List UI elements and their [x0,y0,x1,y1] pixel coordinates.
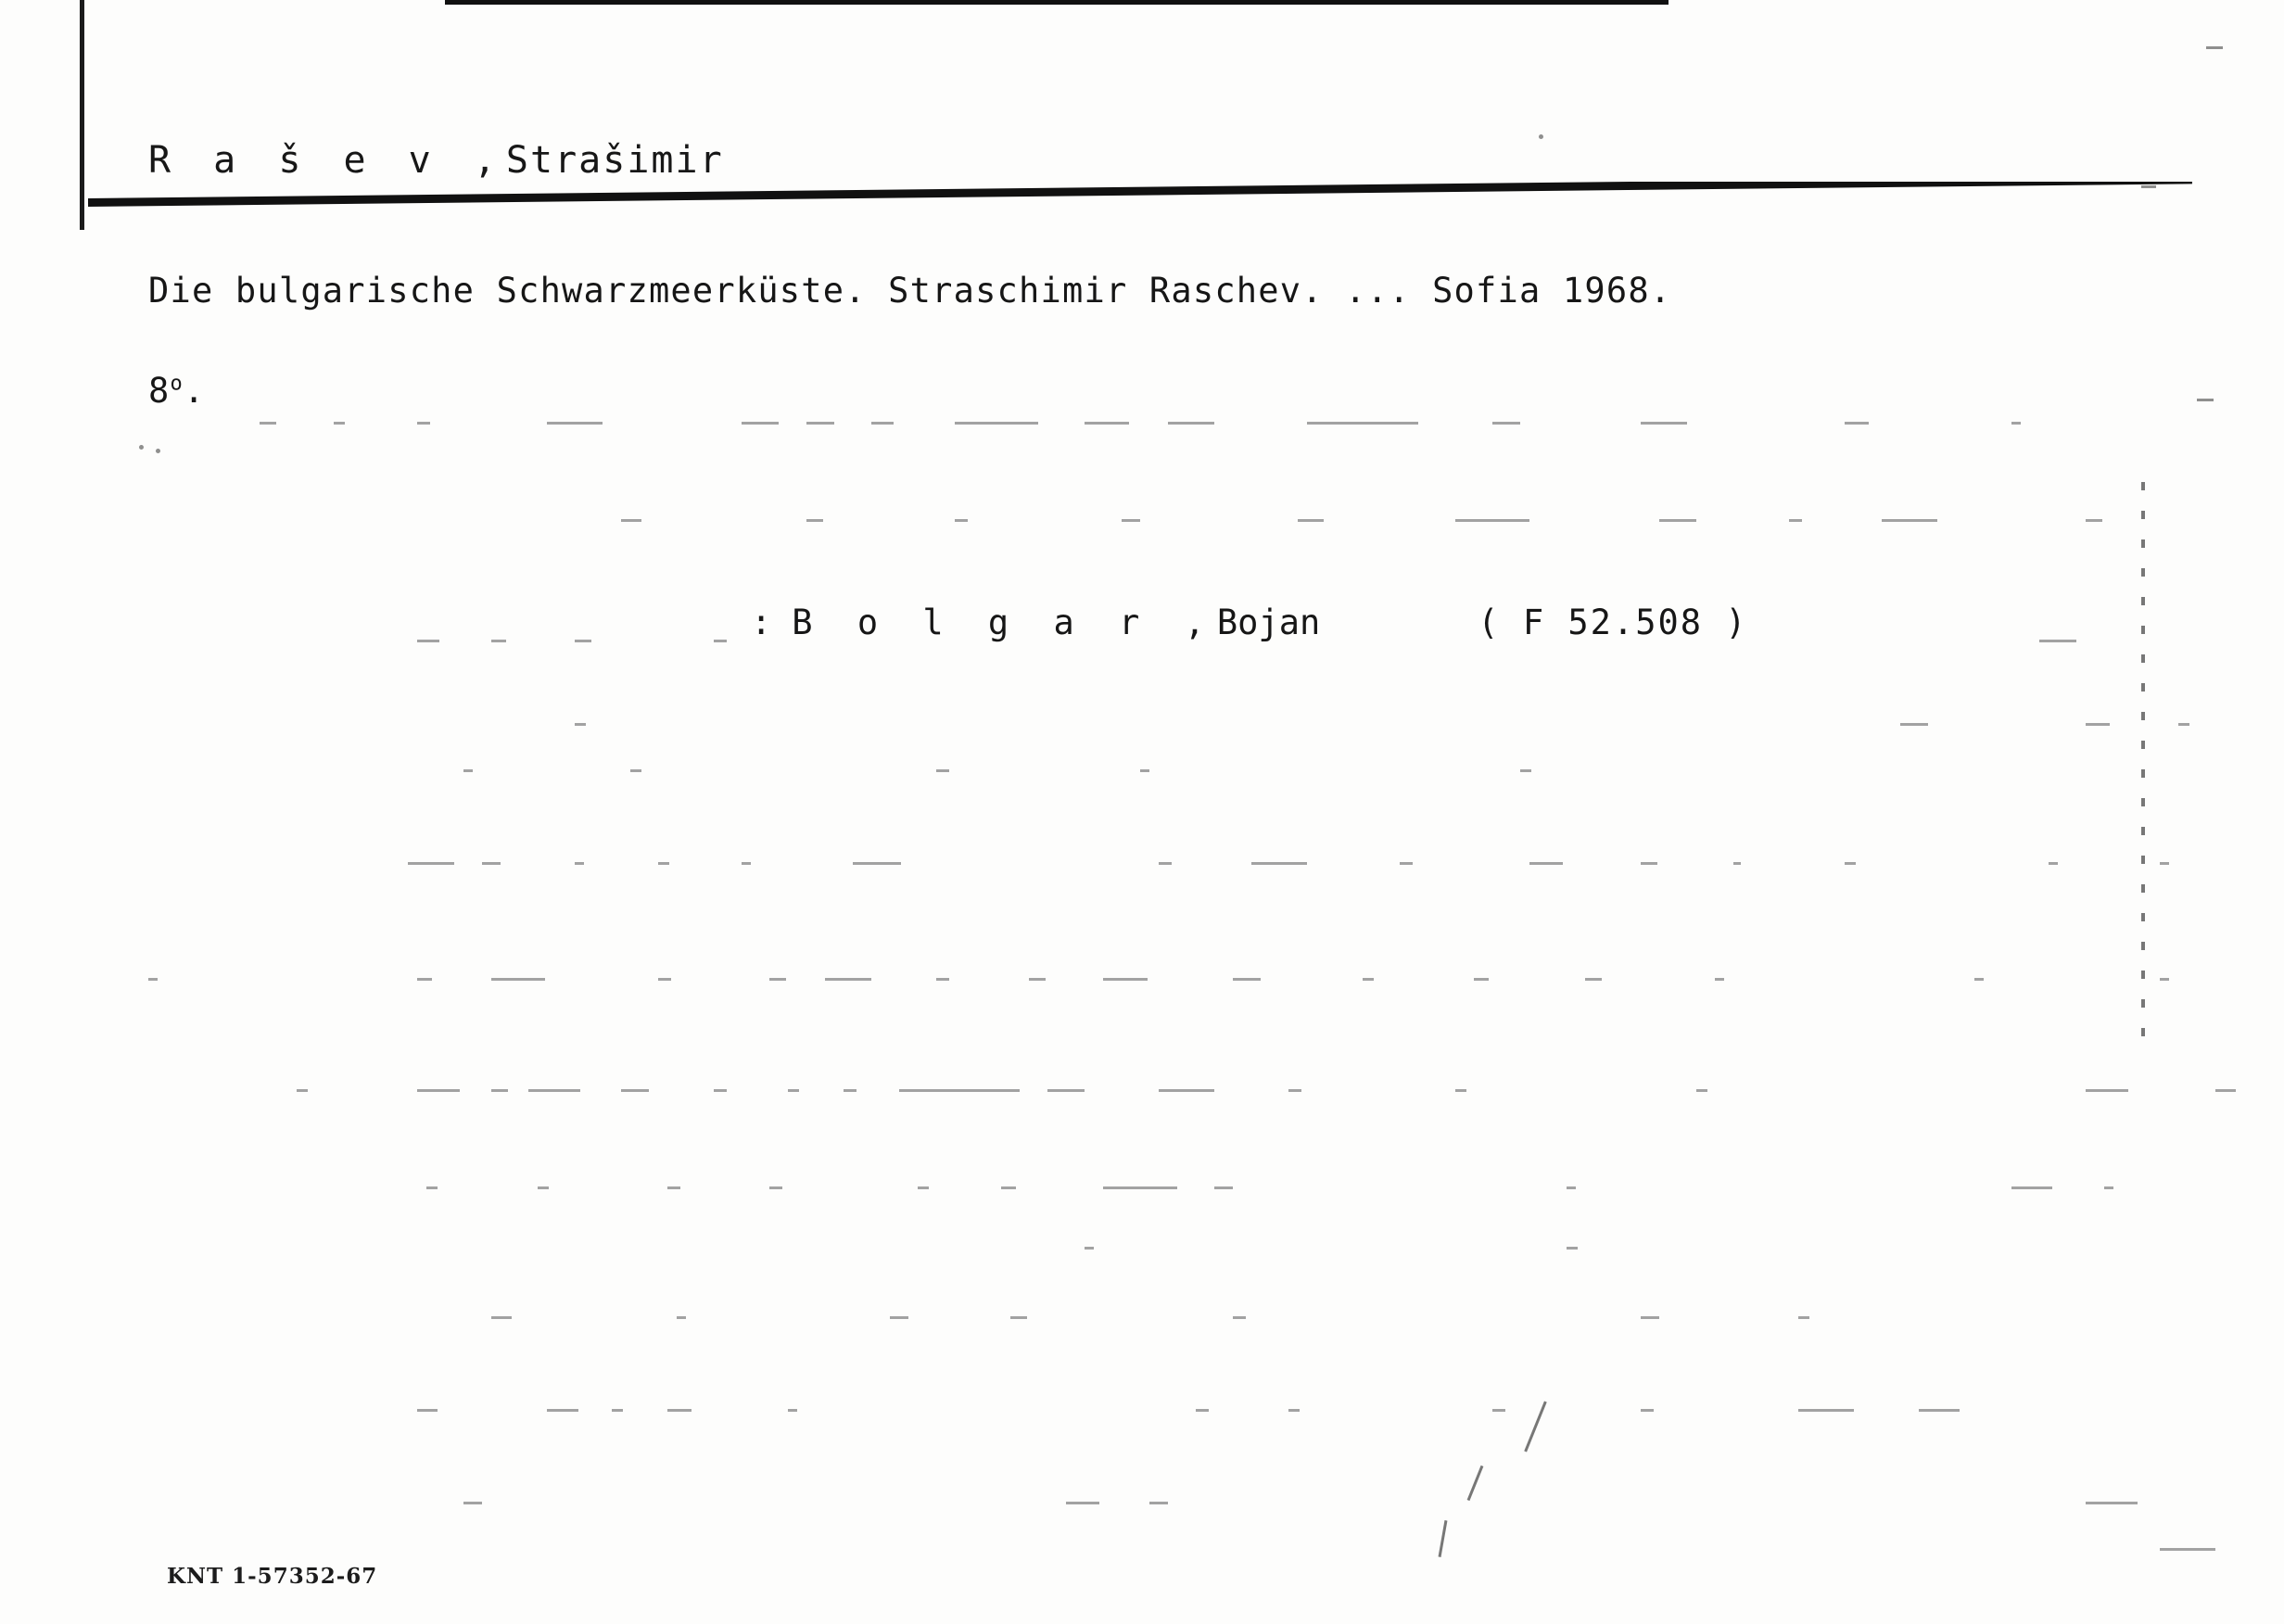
scan-scratch [1467,1465,1484,1501]
ghost-text-row [139,1502,2132,1513]
format-statement [148,371,205,411]
ghost-text-row [139,422,2132,433]
left-edge-mark [80,0,84,230]
ghost-text-row [139,769,2132,780]
top-edge-rule [445,0,1669,5]
format-trailing: . [183,371,206,411]
scan-speck [1539,134,1543,139]
scan-speck [2206,46,2223,49]
ghost-text-row [139,723,2132,734]
ghost-text-row [139,862,2132,873]
ghost-text-row [139,1186,2132,1198]
author-heading [148,139,724,182]
ghost-text-row [139,1247,2132,1258]
call-number: ( F 52.508 ) [1478,603,1748,642]
ghost-text-row [139,1409,2132,1420]
scan-scratch [1439,1520,1448,1557]
title-statement: Die bulgarische Schwarzmeerküste. Straschimir Raschev. ... Sofia 1968. [148,271,1672,311]
ghost-text-row [139,978,2132,989]
scan-speck [2197,399,2214,401]
author-surname: R a š e v , [148,139,506,182]
added-entry-forename: Bojan [1216,603,1321,642]
author-forename: Strašimir [505,139,724,182]
ghost-text-row [139,1548,2132,1559]
scan-speck [156,449,160,453]
added-entry-surname: B o l g a r , [792,603,1217,642]
scan-speck [139,445,144,450]
scan-scratch [1524,1402,1547,1453]
control-number: KNT 1-57352-67 [167,1564,378,1589]
ghost-text-row [139,1089,2132,1100]
heading-separator-rule [88,182,2192,219]
tracing-prefix: : [751,603,772,642]
scan-speck [2141,185,2156,188]
ghost-text-row [139,1316,2132,1327]
tracing-statement [751,603,1748,642]
ghost-text-row [139,519,2132,530]
right-edge-dash-marks [2141,482,2145,1149]
format-superscript: o [170,372,184,396]
format-size: 8 [148,371,171,411]
